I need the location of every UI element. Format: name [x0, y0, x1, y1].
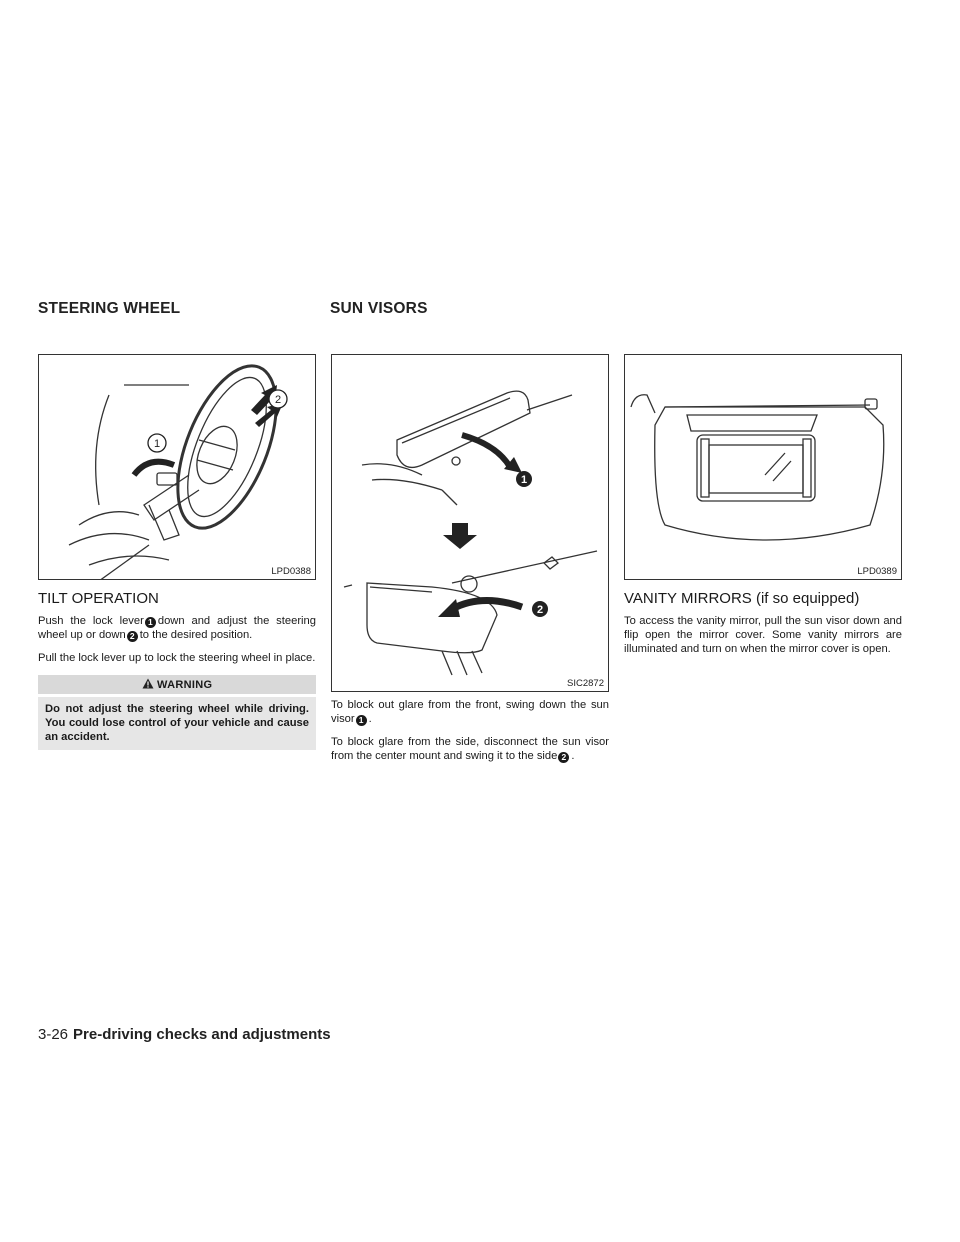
text-segment: .: [571, 750, 575, 762]
warning-triangle-icon: [142, 678, 154, 689]
warning-text: Do not adjust the steering wheel while driving. You could lose control of your vehicle and cause an accident.: [38, 697, 316, 750]
figure-code: LPD0389: [857, 566, 897, 577]
warning-title: WARNING: [157, 679, 213, 691]
column-steering-wheel: [38, 354, 316, 750]
figure-steering-tilt: [38, 354, 316, 580]
figure-label-1: 1: [520, 474, 528, 486]
paragraph-front-glare: [331, 698, 609, 726]
paragraph-vanity-mirror: To access the vanity mirror, pull the sun visor down and flip open the mirror cover. Some vanity mirrors are illuminated and turn on when the mirror cover is open.: [624, 615, 902, 655]
figure-code: SIC2872: [567, 678, 604, 689]
column-sun-visors: [331, 354, 609, 772]
text-segment: To block out glare from the front, swing down the sun visor: [331, 699, 609, 725]
sun-visor-illustration: [332, 355, 609, 692]
text-segment: down and adjust the steering wheel up or down: [38, 615, 316, 641]
warning-header: [38, 675, 316, 694]
heading-vanity-mirrors: VANITY MIRRORS (if so equipped): [624, 590, 860, 607]
paragraph-lock-instructions: Pull the lock lever up to lock the steering wheel in place.: [38, 652, 316, 664]
chapter-title: Pre-driving checks and adjustments: [73, 1026, 331, 1043]
page-footer: [38, 1026, 331, 1043]
vanity-mirror-illustration: [625, 355, 902, 580]
steering-wheel-illustration: [39, 355, 316, 580]
text-segment: .: [368, 713, 372, 725]
figure-code: LPD0388: [271, 566, 311, 577]
figure-label-1: 1: [153, 438, 161, 450]
page-number: 3-26: [38, 1026, 69, 1043]
paragraph-side-glare: [331, 735, 609, 763]
section-header-sun-visors: SUN VISORS: [330, 300, 428, 317]
figure-label-2: 2: [536, 604, 544, 616]
callout-number-1: 1: [356, 715, 367, 726]
heading-tilt-operation: TILT OPERATION: [38, 590, 159, 607]
text-segment: to the desired position.: [139, 629, 253, 641]
column-vanity-mirrors: [624, 354, 902, 665]
text-segment: To block glare from the side, disconnect the sun visor from the center mount and swing it to the side: [331, 736, 609, 762]
figure-vanity-mirror: [624, 354, 902, 580]
paragraph-tilt-instructions: [38, 614, 316, 642]
text-segment: Push the lock lever: [38, 615, 144, 627]
callout-number-1: 1: [145, 617, 156, 628]
figure-sun-visor: [331, 354, 609, 692]
section-header-steering-wheel: STEERING WHEEL: [38, 300, 181, 317]
callout-number-2: 2: [127, 631, 138, 642]
callout-number-2: 2: [558, 752, 569, 763]
figure-label-2: 2: [274, 394, 282, 406]
